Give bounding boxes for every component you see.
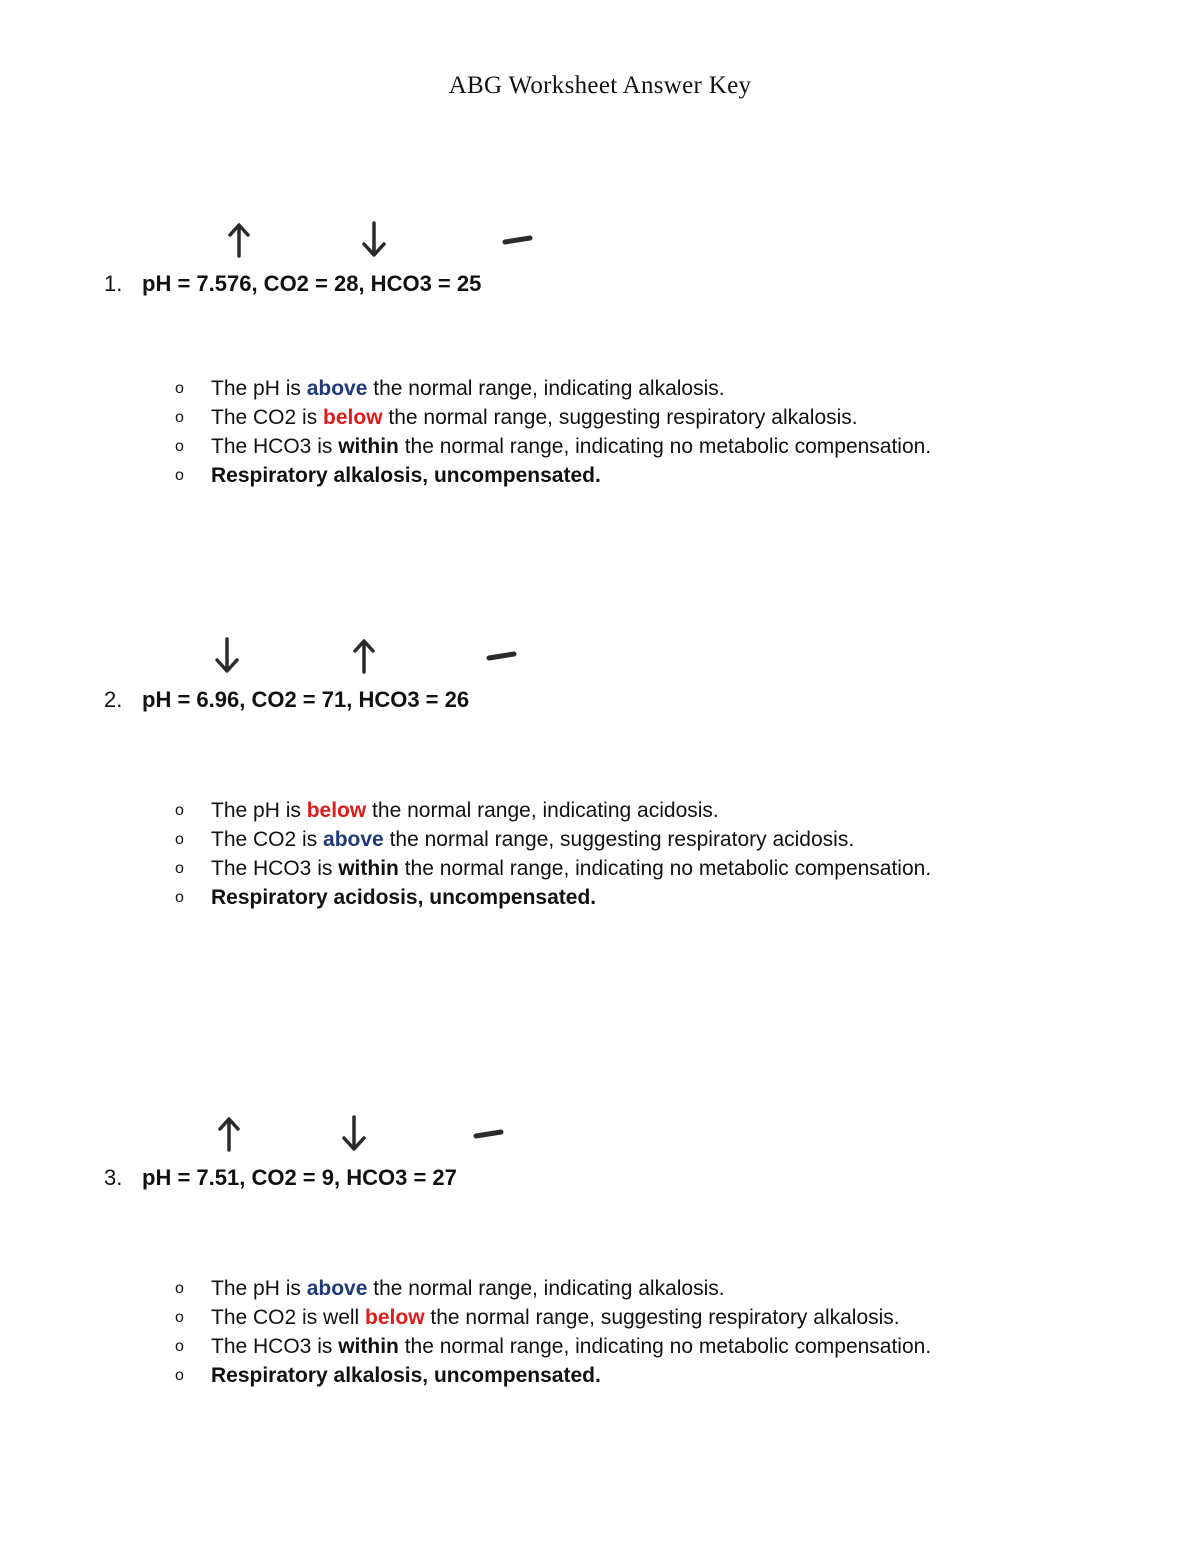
problem-2 bbox=[0, 636, 1200, 716]
dash-icon bbox=[485, 636, 519, 676]
bullet-marker: o bbox=[175, 1309, 184, 1326]
conclusion-text: Respiratory alkalosis, uncompensated. bbox=[211, 464, 601, 487]
keyword-below: below bbox=[365, 1306, 425, 1329]
down-arrow-icon bbox=[337, 1114, 371, 1154]
bullet-marker: o bbox=[175, 1280, 184, 1297]
bullet-marker: o bbox=[175, 1338, 184, 1355]
up-arrow-icon bbox=[347, 636, 381, 676]
list-item bbox=[0, 1332, 1200, 1361]
bullet-marker: o bbox=[175, 802, 184, 819]
bullet-marker: o bbox=[175, 380, 184, 397]
keyword-within: within bbox=[338, 1335, 399, 1358]
bullet-marker: o bbox=[175, 860, 184, 877]
explanation-list bbox=[0, 374, 1200, 490]
problem-number: 2. bbox=[104, 687, 123, 712]
list-item bbox=[0, 374, 1200, 403]
keyword-below: below bbox=[323, 406, 383, 429]
bullet-text: The HCO3 is within the normal range, indicating no metabolic compensation. bbox=[211, 1335, 932, 1358]
list-item bbox=[0, 432, 1200, 461]
indicator-row bbox=[0, 1114, 1200, 1162]
bullet-text: The CO2 is above the normal range, suggesting respiratory acidosis. bbox=[211, 828, 855, 851]
bullet-text: The pH is above the normal range, indicating alkalosis. bbox=[211, 377, 725, 400]
explanation-list bbox=[0, 796, 1200, 912]
bullet-text: The CO2 is well below the normal range, suggesting respiratory alkalosis. bbox=[211, 1306, 900, 1329]
keyword-above: above bbox=[323, 828, 384, 851]
bullet-text: The pH is above the normal range, indicating alkalosis. bbox=[211, 1277, 725, 1300]
indicator-row bbox=[0, 636, 1200, 684]
up-arrow-icon bbox=[212, 1114, 246, 1154]
list-item bbox=[0, 825, 1200, 854]
keyword-within: within bbox=[338, 857, 399, 880]
bullet-text: The HCO3 is within the normal range, indicating no metabolic compensation. bbox=[211, 857, 932, 880]
list-item bbox=[0, 1303, 1200, 1332]
bullet-marker: o bbox=[175, 438, 184, 455]
problem-header bbox=[0, 684, 1200, 716]
bullet-text: The pH is below the normal range, indicating acidosis. bbox=[211, 799, 719, 822]
keyword-within: within bbox=[338, 435, 399, 458]
bullet-text: The HCO3 is within the normal range, indicating no metabolic compensation. bbox=[211, 435, 932, 458]
bullet-marker: o bbox=[175, 889, 184, 906]
problem-equation: pH = 7.51, CO2 = 9, HCO3 = 27 bbox=[142, 1165, 457, 1190]
bullet-marker: o bbox=[175, 409, 184, 426]
list-item bbox=[0, 854, 1200, 883]
bullet-marker: o bbox=[175, 831, 184, 848]
list-item bbox=[0, 1361, 1200, 1390]
dash-icon bbox=[472, 1114, 506, 1154]
list-item bbox=[0, 1274, 1200, 1303]
keyword-above: above bbox=[306, 377, 368, 400]
list-item bbox=[0, 883, 1200, 912]
problem-equation: pH = 6.96, CO2 = 71, HCO3 = 26 bbox=[142, 687, 470, 712]
problem-header bbox=[0, 1162, 1200, 1194]
explanation-list bbox=[0, 1274, 1200, 1390]
conclusion-text: Respiratory alkalosis, uncompensated. bbox=[211, 1364, 601, 1387]
keyword-above: above bbox=[306, 1277, 368, 1300]
problem-3 bbox=[0, 1114, 1200, 1194]
list-item bbox=[0, 461, 1200, 490]
up-arrow-icon bbox=[222, 220, 256, 260]
dash-icon bbox=[501, 220, 535, 260]
list-item bbox=[0, 403, 1200, 432]
problem-equation: pH = 7.576, CO2 = 28, HCO3 = 25 bbox=[142, 271, 482, 296]
down-arrow-icon bbox=[357, 220, 391, 260]
page-title: ABG Worksheet Answer Key bbox=[448, 72, 752, 99]
conclusion-text: Respiratory acidosis, uncompensated. bbox=[211, 886, 597, 909]
bullet-text: The CO2 is below the normal range, suggesting respiratory alkalosis. bbox=[211, 406, 858, 429]
keyword-below: below bbox=[306, 799, 367, 822]
indicator-row bbox=[0, 220, 1200, 268]
down-arrow-icon bbox=[210, 636, 244, 676]
problem-1 bbox=[0, 220, 1200, 300]
bullet-marker: o bbox=[175, 467, 184, 484]
bullet-marker: o bbox=[175, 1367, 184, 1384]
problem-header bbox=[0, 268, 1200, 300]
problem-number: 1. bbox=[104, 271, 123, 296]
list-item bbox=[0, 796, 1200, 825]
problem-number: 3. bbox=[104, 1165, 123, 1190]
